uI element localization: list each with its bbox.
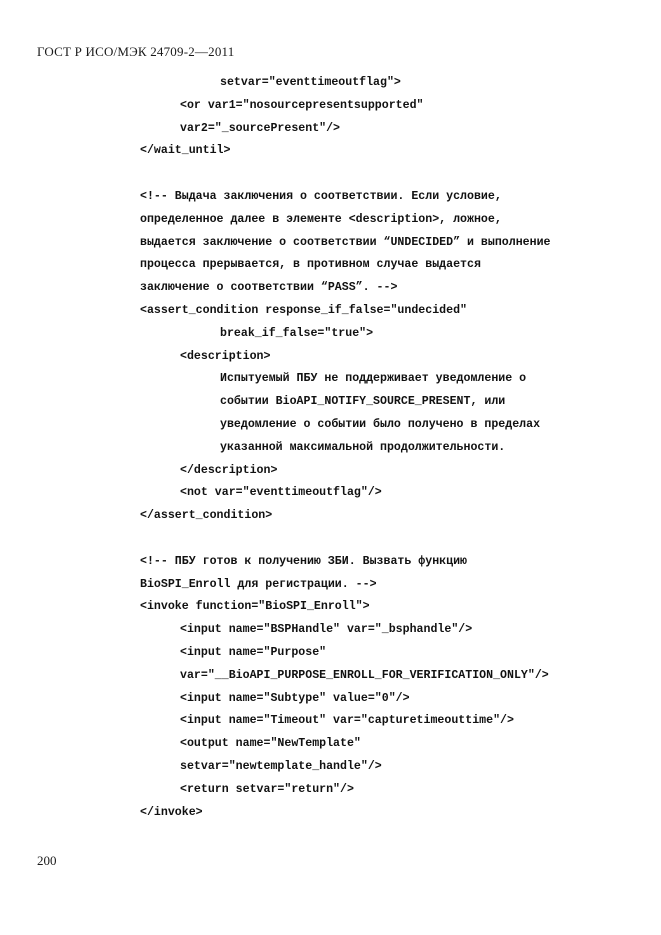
code-line: break_if_false="true"> xyxy=(220,326,374,340)
code-line: var2="_sourcePresent"/> xyxy=(180,121,341,135)
code-line: <input name="BSPHandle" var="_bsphandle"/> xyxy=(180,623,473,637)
code-line: setvar="eventtimeoutflag"> xyxy=(220,76,401,89)
code-line: процесса прерывается, в противном случае выдается xyxy=(140,258,481,272)
code-line: событии BioAPI_NOTIFY_SOURCE_PRESENT, или xyxy=(220,395,506,409)
code-line: </description> xyxy=(180,463,278,477)
code-line: BioSPI_Enroll для регистрации. --> xyxy=(140,577,377,591)
code-line: <or var1="nosourcepresentsupported" xyxy=(180,98,424,112)
code-line: <not var="eventtimeoutflag"/> xyxy=(180,486,382,500)
code-line: <input name="Subtype" value="0"/> xyxy=(180,691,410,705)
code-line: <assert_condition response_if_false="undecided" xyxy=(140,304,467,317)
running-header: ГОСТ Р ИСО/МЭК 24709-2—2011 xyxy=(37,44,235,59)
code-line: <return setvar="return"/> xyxy=(180,782,354,796)
code-line: определенное далее в элементе <description>, ложное, xyxy=(140,212,502,226)
code-line: <!-- Выдача заключения о соответствии. Если условие, xyxy=(140,190,502,203)
code-line: <invoke function="BioSPI_Enroll"> xyxy=(140,600,370,614)
code-line: <!-- ПБУ готов к получению ЗБИ. Вызвать функцию xyxy=(140,554,467,568)
code-line: уведомление о событии было получено в пределах xyxy=(220,418,541,431)
page-number: 200 xyxy=(37,853,57,868)
code-line: </assert_condition> xyxy=(140,509,273,523)
code-line: <input name="Purpose" xyxy=(180,646,327,659)
code-line: выдается заключение о соответствии “UNDECIDED” и выполнение xyxy=(140,235,551,249)
code-line: <description> xyxy=(180,349,271,363)
code-line: заключение о соответствии “PASS”. --> xyxy=(140,281,398,295)
code-line: </invoke> xyxy=(140,805,203,819)
code-line: Испытуемый ПБУ не поддерживает уведомление о xyxy=(220,372,527,386)
code-line: </wait_until> xyxy=(140,144,231,158)
code-line: <input name="Timeout" var="capturetimeouttime"/> xyxy=(180,714,514,728)
code-line: <output name="NewTemplate" xyxy=(180,737,361,751)
code-line: указанной максимальной продолжительности. xyxy=(220,440,506,454)
code-line: var="__BioAPI_PURPOSE_ENROLL_FOR_VERIFICATION_ONLY"/> xyxy=(180,668,549,682)
code-line: setvar="newtemplate_handle"/> xyxy=(180,760,382,773)
